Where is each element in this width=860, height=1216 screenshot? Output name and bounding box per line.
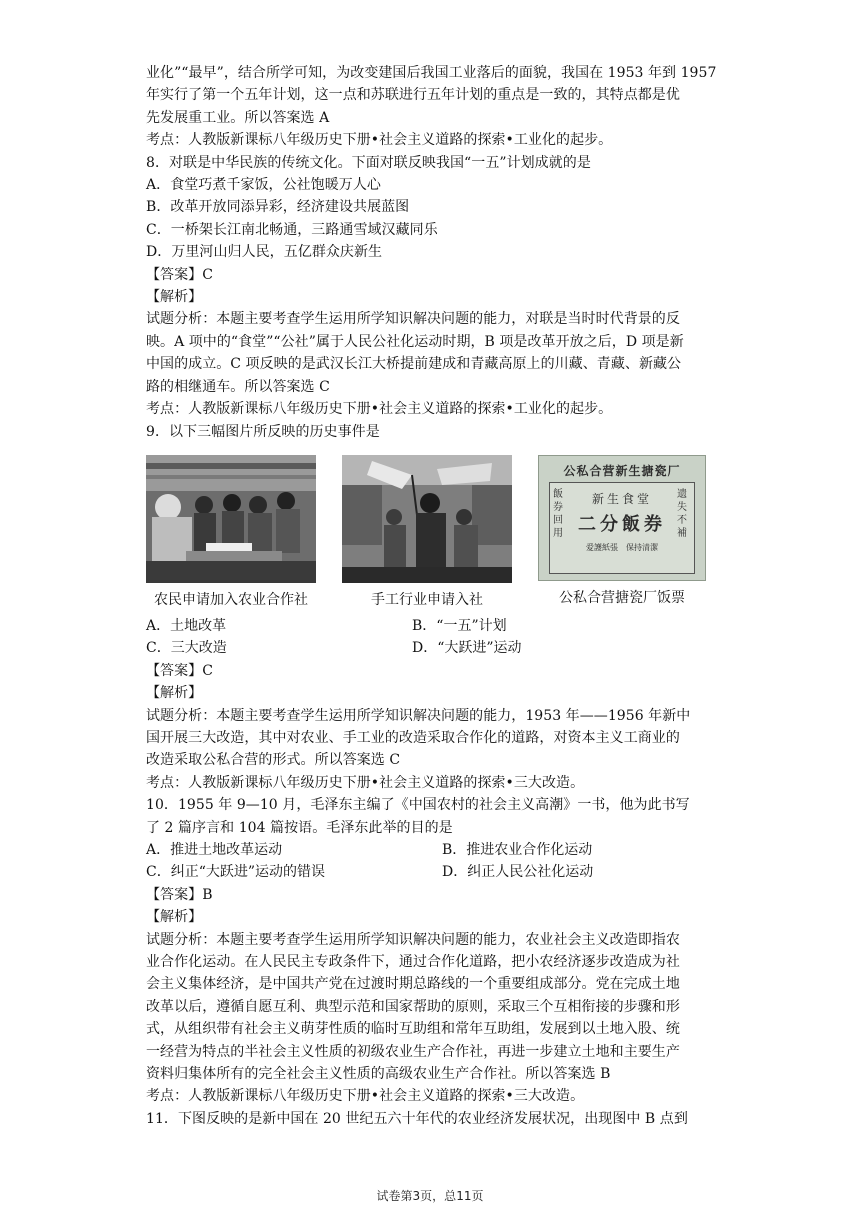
q7-tail: [146, 62, 718, 152]
ticket-top-text: 公私合营新生搪瓷厂: [563, 463, 681, 478]
farmers-cooperative-photo: [146, 455, 316, 583]
option-a: A．土地改革: [146, 617, 227, 634]
option-b: B．“一五”计划: [412, 617, 507, 634]
options-row: [146, 637, 718, 659]
ticket-right-text: 遗失不補: [677, 488, 687, 539]
ticket-left-text: 飯券回用: [553, 488, 563, 539]
question-10: [146, 794, 718, 1108]
option-a: A．食堂巧煮千家饭，公社饱暖万人心: [146, 177, 381, 194]
analysis-line: 中国的成立。C 项反映的是武汉长江大桥提前建成和青藏高原上的川藏、青藏、新藏公: [146, 356, 682, 373]
option-d: D．纠正人民公社化运动: [442, 864, 594, 881]
text-line: 业化”“最早”，结合所学可知，为改变建国后我国工业落后的面貌，我国在 1953 年到 1957: [146, 65, 717, 81]
option-b: B．改革开放同添异彩，经济建设共展蓝图: [146, 199, 410, 216]
ticket-center-top: 新生食堂: [591, 491, 652, 506]
option-d: D．万里河山归人民，五亿群众庆新生: [146, 244, 383, 261]
figure-handicraft: [342, 455, 512, 609]
figure-caption: 公私合营搪瓷厂饭票: [559, 589, 685, 606]
answer-label: 【答案】B: [146, 886, 213, 903]
question-stem: 8．对联是中华民族的传统文化。下面对联反映我国“一五”计划成就的是: [146, 154, 591, 171]
analysis-line: 业合作化运动。在人民民主专政条件下，通过合作化道路，把小农经济逐步改造成为社: [146, 954, 680, 970]
option-c: C．一桥架长江南北畅通，三路通雪域汉藏同乐: [146, 221, 438, 238]
footer-prefix: 试卷第: [376, 1189, 413, 1203]
meal-ticket-image: [538, 455, 706, 581]
option-b: B．推进农业合作化运动: [442, 841, 593, 858]
analysis-line: 资料归集体所有的完全社会主义性质的高级农业生产合作社。所以答案选 B: [146, 1066, 611, 1083]
question-11: [146, 1108, 718, 1130]
analysis-line: 改造采取公私合营的形式。所以答案选 C: [146, 752, 401, 769]
footer-page-number: 3: [412, 1189, 421, 1203]
analysis-line: 路的相继通车。所以答案选 C: [146, 378, 330, 395]
options-row: [146, 839, 718, 861]
page-footer: [0, 1187, 860, 1204]
footer-total-pages: 11: [456, 1189, 472, 1203]
kaodian-line: 考点：人教版新课标八年级历史下册•社会主义道路的探索•工业化的起步。: [146, 132, 613, 149]
analysis-line: 试题分析：本题主要考查学生运用所学知识解决问题的能力，1953 年——1956 年新中: [146, 707, 691, 724]
analysis-line: 试题分析：本题主要考查学生运用所学知识解决问题的能力，农业社会主义改造即指农: [146, 931, 680, 948]
ticket-center-big: 二分飯券: [578, 513, 666, 535]
options-row: [146, 861, 718, 883]
figure-caption: 手工行业申请入社: [371, 591, 483, 608]
page-body: [146, 62, 718, 1130]
analysis-line: 式，从组织带有社会主义萌芽性质的临时互助组和常年互助组，发展到以土地入股、统: [146, 1021, 680, 1038]
analysis-label: 【解析】: [146, 685, 203, 702]
option-a: A．推进土地改革运动: [146, 841, 283, 858]
kaodian-line: 考点：人教版新课标八年级历史下册•社会主义道路的探索•三大改造。: [146, 774, 585, 791]
figure-caption: 农民申请加入农业合作社: [154, 591, 308, 608]
text-line: 年实行了第一个五年计划，这一点和苏联进行五年计划的重点是一致的，其特点都是优: [146, 87, 680, 104]
footer-suffix: 页: [471, 1189, 484, 1203]
text-line: 先发展重工业。所以答案选 A: [146, 109, 330, 126]
figure-meal-ticket: [538, 455, 706, 609]
kaodian-line: 考点：人教版新课标八年级历史下册•社会主义道路的探索•三大改造。: [146, 1088, 585, 1105]
option-d: D．“大跃进”运动: [412, 640, 522, 657]
figure-row: [146, 455, 706, 609]
question-stem: 9．以下三幅图片所反映的历史事件是: [146, 423, 380, 440]
question-8: [146, 152, 718, 421]
handicraft-industry-photo: [342, 455, 512, 583]
analysis-label: 【解析】: [146, 909, 203, 926]
analysis-line: 试题分析：本题主要考查学生运用所学知识解决问题的能力，对联是当时时代背景的反: [146, 311, 680, 328]
figure-farmers: [146, 455, 316, 609]
question-stem: 10．1955 年 9—10 月，毛泽东主编了《中国农村的社会主义高潮》一书，他为此书写: [146, 797, 690, 814]
kaodian-line: 考点：人教版新课标八年级历史下册•社会主义道路的探索•工业化的起步。: [146, 401, 613, 418]
analysis-label: 【解析】: [146, 289, 203, 306]
question-9: [146, 421, 718, 795]
analysis-line: 会主义集体经济，是中国共产党在过渡时期总路线的一个重要组成部分。党在完成土地: [146, 976, 680, 993]
analysis-line: 改革以后，遵循自愿互利、典型示范和国家帮助的原则，采取三个互相衔接的步骤和形: [146, 998, 680, 1015]
analysis-line: 国开展三大改造，其中对农业、手工业的改造采取合作化的道路，对资本主义工商业的: [146, 729, 680, 746]
answer-label: 【答案】C: [146, 662, 213, 679]
option-c: C．三大改造: [146, 640, 227, 657]
option-c: C．纠正“大跃进”运动的错误: [146, 864, 326, 881]
analysis-line: 映。A 项中的“食堂”“公社”属于人民公社化运动时期，B 项是改革开放之后，D 项是新: [146, 333, 684, 350]
analysis-line: 一经营为特点的半社会主义性质的初级农业生产合作社，再进一步建立土地和主要生产: [146, 1043, 680, 1060]
footer-mid: 页，总: [420, 1189, 457, 1203]
ticket-center-bottom: 爱護紙張 保持清潔: [586, 542, 658, 552]
answer-label: 【答案】C: [146, 266, 213, 283]
options-row: [146, 615, 718, 637]
question-stem: 11．下图反映的是新中国在 20 世纪五六十年代的农业经济发展状况，出现图中 B 点到: [146, 1110, 688, 1127]
question-stem: 了 2 篇序言和 104 篇按语。毛泽东此举的目的是: [146, 819, 453, 836]
